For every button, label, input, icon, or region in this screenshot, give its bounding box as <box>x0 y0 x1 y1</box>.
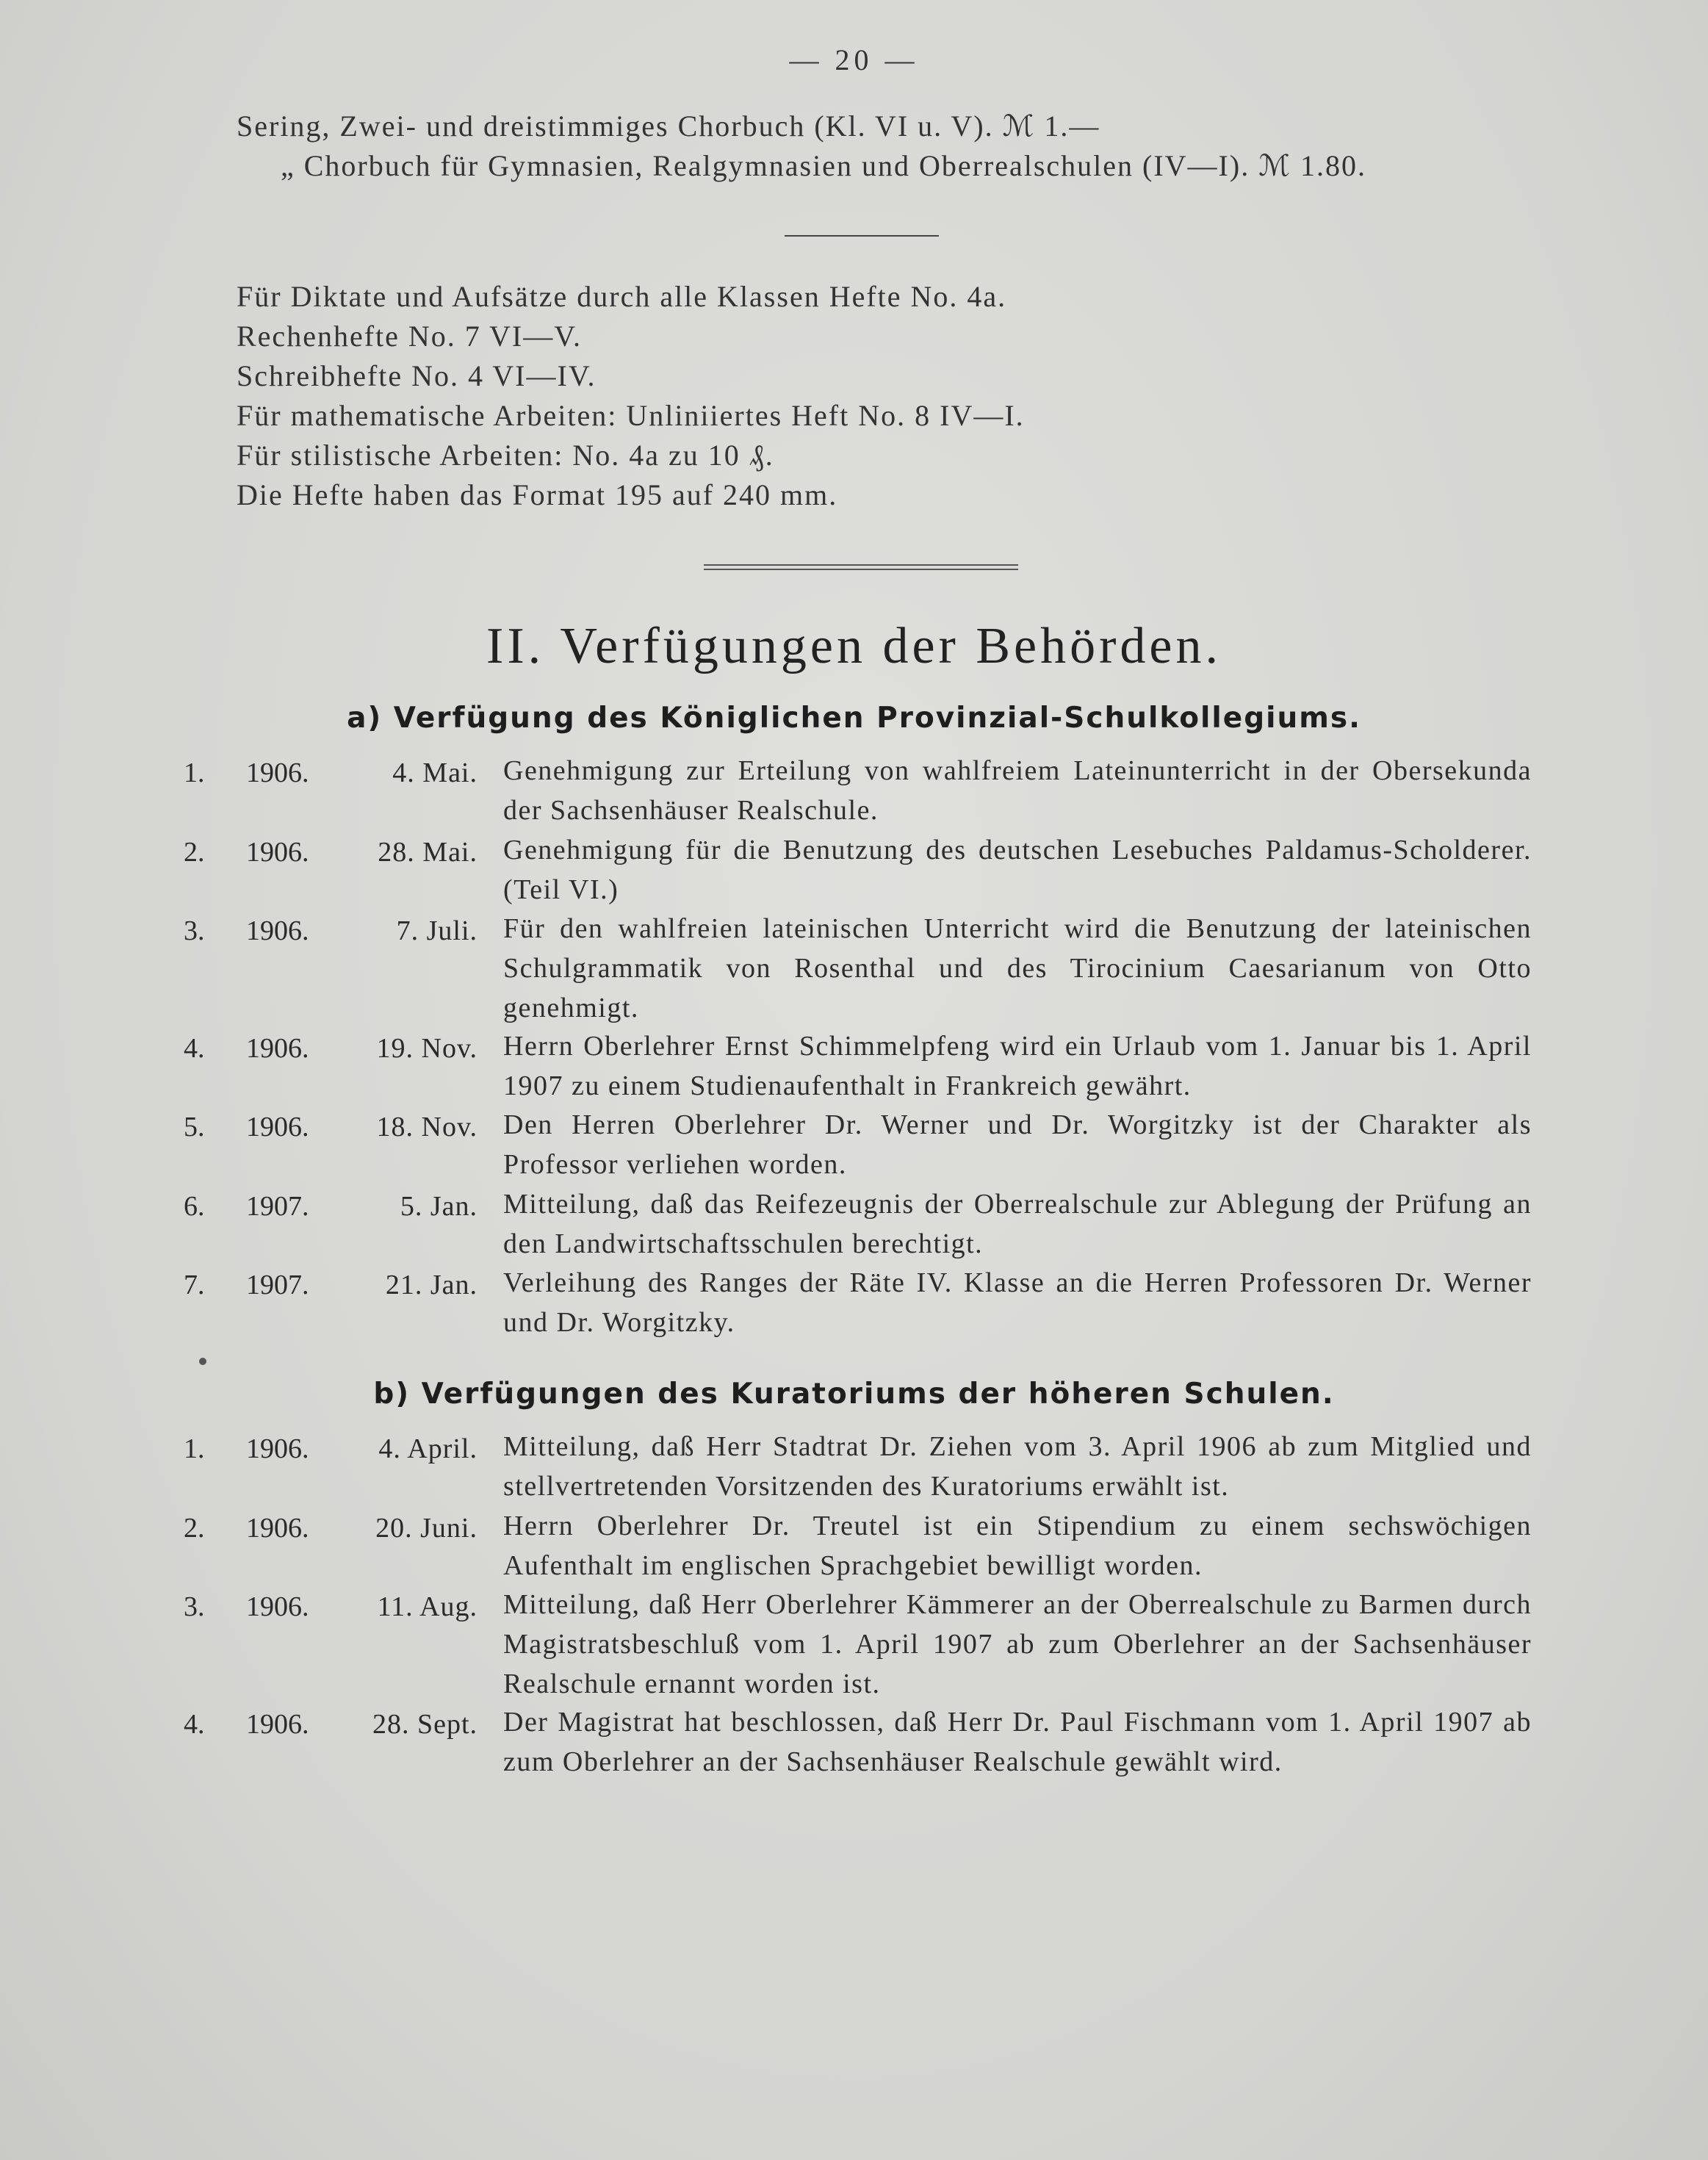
entry-date: 7. Juli. <box>396 915 478 946</box>
entry-year: 1906. <box>246 1591 309 1622</box>
entry-year: 1906. <box>246 837 309 868</box>
entry-text: Genehmigung zur Erteilung von wahlfreiem Lateinunterricht in der Obersekunda der Sachsenhäuser Realschule. <box>503 755 1532 826</box>
entry-year: 1906. <box>246 1513 309 1544</box>
entry-date: 19. Nov. <box>376 1033 478 1064</box>
notebook-line-6: Die Hefte haben das Format 195 auf 240 mm. <box>237 478 838 511</box>
entry-year: 1907. <box>246 1270 309 1300</box>
entry-number: 2. <box>184 1513 205 1544</box>
notebook-line-5: Für stilistische Arbeiten: No. 4a zu 10 ₰. <box>237 439 774 472</box>
entry-date: 21. Jan. <box>385 1270 478 1300</box>
entry-year: 1906. <box>246 1709 309 1740</box>
entry-text: Herrn Oberlehrer Ernst Schimmelpfeng wird ein Urlaub vom 1. Januar bis 1. April 1907 zu einem Studienaufenthalt in Frankreich gewährt. <box>503 1031 1532 1101</box>
entry-date: 5. Jan. <box>400 1191 478 1222</box>
page-number: — 20 — <box>789 43 919 76</box>
entry-year: 1906. <box>246 1433 309 1464</box>
entry-number: 4. <box>184 1033 205 1064</box>
entry-number: 3. <box>184 915 205 946</box>
entry-number: 3. <box>184 1591 205 1622</box>
short-divider <box>785 235 939 237</box>
notebook-line-3: Schreibhefte No. 4 VI—IV. <box>237 359 597 392</box>
entry-text: Mitteilung, daß Herr Oberlehrer Kämmerer an der Oberrealschule zu Barmen durch Magistratsbeschluß vom 1. April 1907 ab zum Oberlehrer an der Sachsenhäuser Realschule ernannt worden ist. <box>503 1589 1532 1699</box>
double-divider <box>704 564 1018 570</box>
entry-date: 20. Juni. <box>375 1513 478 1544</box>
entry-year: 1907. <box>246 1191 309 1222</box>
entry-text: Mitteilung, daß Herr Stadtrat Dr. Ziehen vom 3. April 1906 ab zum Mitglied und stellvertretenden Vorsitzenden des Kuratoriums erwählt ist. <box>503 1431 1532 1502</box>
entry-date: 28. Mai. <box>378 837 478 868</box>
section-title: II. Verfügungen der Behörden. <box>486 618 1222 674</box>
entry-date: 4. April. <box>378 1433 478 1464</box>
entry-text: Den Herren Oberlehrer Dr. Werner und Dr. Worgitzky ist der Charakter als Professor verliehen worden. <box>503 1109 1532 1180</box>
choir-book-line-2: „ Chorbuch für Gymnasien, Realgymnasien und Oberrealschulen (IV—I). ℳ 1.80. <box>281 149 1366 182</box>
entry-year: 1906. <box>246 1112 309 1142</box>
part-b-title: b) Verfügungen des Kuratoriums der höheren Schulen. <box>373 1378 1335 1411</box>
entry-year: 1906. <box>246 1033 309 1064</box>
part-a-title: a) Verfügung des Königlichen Provinzial-Schulkollegiums. <box>347 702 1361 735</box>
entry-text: Mitteilung, daß das Reifezeugnis der Oberrealschule zur Ablegung der Prüfung an den Landwirtschaftsschulen berechtigt. <box>503 1189 1532 1259</box>
entry-date: 28. Sept. <box>372 1709 478 1740</box>
entry-year: 1906. <box>246 915 309 946</box>
notebook-line-2: Rechenhefte No. 7 VI—V. <box>237 320 582 353</box>
entry-text: Herrn Oberlehrer Dr. Treutel ist ein Stipendium zu einem sechswöchigen Aufenthalt im englischen Sprachgebiet bewilligt worden. <box>503 1511 1532 1581</box>
entry-year: 1906. <box>246 757 309 788</box>
entry-date: 11. Aug. <box>377 1591 478 1622</box>
entry-number: 1. <box>184 757 205 788</box>
ink-speck <box>199 1358 206 1365</box>
entry-text: Verleihung des Ranges der Räte IV. Klasse an die Herren Professoren Dr. Werner und Dr. Worgitzky. <box>503 1267 1532 1338</box>
entry-number: 4. <box>184 1709 205 1740</box>
entry-number: 1. <box>184 1433 205 1464</box>
choir-book-line-1: Sering, Zwei- und dreistimmiges Chorbuch (Kl. VI u. V). ℳ 1.— <box>237 109 1100 143</box>
entry-date: 18. Nov. <box>376 1112 478 1142</box>
entry-text: Für den wahlfreien lateinischen Unterricht wird die Benutzung der lateinischen Schulgrammatik von Rosenthal und des Tirocinium Caesarianum von Otto genehmigt. <box>503 913 1532 1023</box>
entry-number: 6. <box>184 1191 205 1222</box>
notebook-line-4: Für mathematische Arbeiten: Unliniiertes Heft No. 8 IV—I. <box>237 399 1025 432</box>
notebook-line-1: Für Diktate und Aufsätze durch alle Klassen Hefte No. 4a. <box>237 280 1007 313</box>
entry-date: 4. Mai. <box>392 757 478 788</box>
entry-text: Genehmigung für die Benutzung des deutschen Lesebuches Paldamus-Scholderer. (Teil VI.) <box>503 835 1532 905</box>
entry-number: 7. <box>184 1270 205 1300</box>
entry-text: Der Magistrat hat beschlossen, daß Herr Dr. Paul Fischmann vom 1. April 1907 ab zum Oberlehrer an der Sachsenhäuser Realschule gewählt wird. <box>503 1707 1532 1777</box>
entry-number: 5. <box>184 1112 205 1142</box>
entry-number: 2. <box>184 837 205 868</box>
